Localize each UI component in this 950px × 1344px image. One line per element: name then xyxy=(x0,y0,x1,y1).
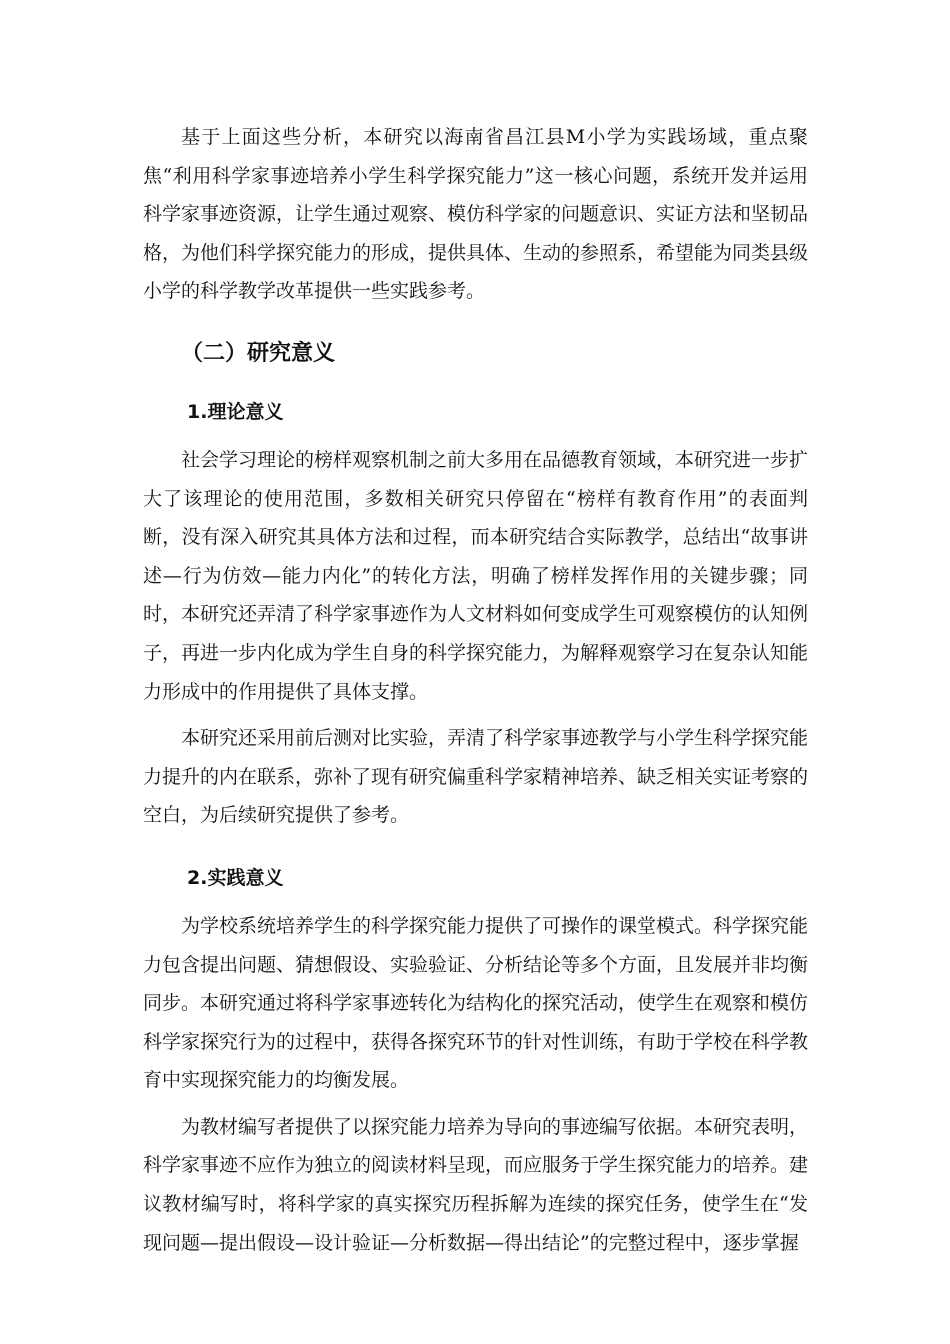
paragraph-background-summary: 基于上面这些分析，本研究以海南省昌江县M小学为实践场域，重点聚焦“利用科学家事迹培养小学生科学探究能力”这一核心问题，系统开发并运用科学家事迹资源，让学生通过观察、模仿科学家的问题意识、实证方法和坚韧品格，为他们科学探究能力的形成，提供具体、生动的参照系，希望能为同类县级小学的科学教学改革提供一些实践参考。 xyxy=(143,126,809,303)
document-page xyxy=(143,118,808,1270)
paragraph-practice-1: 为学校系统培养学生的科学探究能力提供了可操作的课堂模式。科学探究能力包含提出问题、猜想假设、实验验证、分析结论等多个方面，且发展并非均衡同步。本研究通过将科学家事迹转化为结构化的探究活动，使学生在观察和模仿科学家探究行为的过程中，获得各探究环节的针对性训练，有助于学校在科学教育中实现探究能力的均衡发展。 xyxy=(143,914,809,1092)
subheading-practical-significance: 2.实践意义 xyxy=(187,866,284,889)
paragraph-practice-2: 为教材编写者提供了以探究能力培养为导向的事迹编写依据。本研究表明，科学家事迹不应作为独立的阅读材料呈现，而应服务于学生探究能力的培养。建议教材编写时，将科学家的真实探究历程拆解为连续的探究任务，使学生在“发现问题—提出假设—设计验证—分析数据—得出结论”的完整过程中，逐步掌握 xyxy=(143,1115,809,1254)
paragraph-theory-1: 社会学习理论的榜样观察机制之前大多用在品德教育领域，本研究进一步扩大了该理论的使用范围，多数相关研究只停留在“榜样有教育作用”的表面判断，没有深入研究其具体方法和过程，而本研究结合实际教学，总结出“故事讲述—行为仿效—能力内化”的转化方法，明确了榜样发挥作用的关键步骤；同时，本研究还弄清了科学家事迹作为人文材料如何变成学生可观察模仿的认知例子，再进一步内化成为学生自身的科学探究能力，为解释观察学习在复杂认知能力形成中的作用提供了具体支撑。 xyxy=(143,448,809,703)
section-heading-research-significance: （二）研究意义 xyxy=(181,340,336,366)
subheading-theoretical-significance: 1.理论意义 xyxy=(187,400,284,423)
paragraph-theory-2: 本研究还采用前后测对比实验，弄清了科学家事迹教学与小学生科学探究能力提升的内在联系，弥补了现有研究偏重科学家精神培养、缺乏相关实证考察的空白，为后续研究提供了参考。 xyxy=(143,727,809,827)
